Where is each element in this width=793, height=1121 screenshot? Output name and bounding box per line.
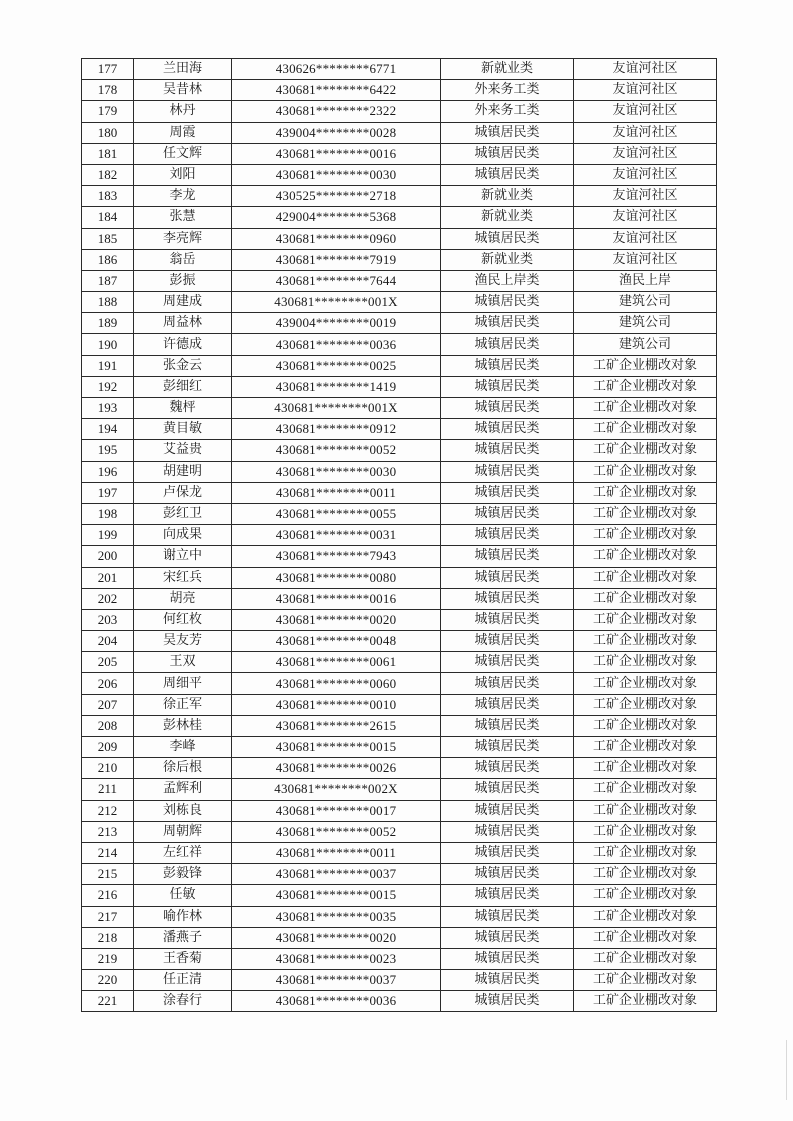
row-number-cell: 189 — [82, 313, 134, 334]
category-cell: 城镇居民类 — [441, 419, 574, 440]
unit-cell: 工矿企业棚改对象 — [574, 461, 717, 482]
unit-cell: 友谊河社区 — [574, 80, 717, 101]
table-row — [82, 631, 717, 652]
table-row — [82, 482, 717, 503]
id-number-cell: 429004********5368 — [232, 207, 441, 228]
unit-cell: 友谊河社区 — [574, 228, 717, 249]
id-number-cell: 430681********0025 — [232, 355, 441, 376]
table-row — [82, 970, 717, 991]
row-number-cell: 219 — [82, 948, 134, 969]
table-row — [82, 376, 717, 397]
table-row — [82, 270, 717, 291]
id-number-cell: 430626********6771 — [232, 59, 441, 80]
row-number-cell: 195 — [82, 440, 134, 461]
row-number-cell: 200 — [82, 546, 134, 567]
row-number-cell: 184 — [82, 207, 134, 228]
row-number-cell: 204 — [82, 631, 134, 652]
person-name-cell: 周朝辉 — [134, 821, 232, 842]
unit-cell: 工矿企业棚改对象 — [574, 970, 717, 991]
table-row — [82, 207, 717, 228]
person-name-cell: 王香菊 — [134, 948, 232, 969]
category-cell: 城镇居民类 — [441, 292, 574, 313]
row-number-cell: 191 — [82, 355, 134, 376]
row-number-cell: 188 — [82, 292, 134, 313]
person-name-cell: 吴昔林 — [134, 80, 232, 101]
category-cell: 渔民上岸类 — [441, 270, 574, 291]
person-name-cell: 何红枚 — [134, 609, 232, 630]
category-cell: 新就业类 — [441, 186, 574, 207]
unit-cell: 工矿企业棚改对象 — [574, 482, 717, 503]
row-number-cell: 221 — [82, 991, 134, 1012]
person-name-cell: 彭毅锋 — [134, 864, 232, 885]
row-number-cell: 197 — [82, 482, 134, 503]
unit-cell: 友谊河社区 — [574, 207, 717, 228]
id-number-cell: 439004********0028 — [232, 122, 441, 143]
row-number-cell: 187 — [82, 270, 134, 291]
row-number-cell: 194 — [82, 419, 134, 440]
category-cell: 城镇居民类 — [441, 631, 574, 652]
table-row — [82, 842, 717, 863]
table-row — [82, 694, 717, 715]
roster-table — [81, 58, 717, 1012]
person-name-cell: 任敏 — [134, 885, 232, 906]
unit-cell: 工矿企业棚改对象 — [574, 398, 717, 419]
unit-cell: 工矿企业棚改对象 — [574, 631, 717, 652]
table-row — [82, 567, 717, 588]
table-row — [82, 164, 717, 185]
table-row — [82, 609, 717, 630]
row-number-cell: 202 — [82, 588, 134, 609]
id-number-cell: 430681********7644 — [232, 270, 441, 291]
person-name-cell: 涂春行 — [134, 991, 232, 1012]
category-cell: 城镇居民类 — [441, 991, 574, 1012]
id-number-cell: 430681********0052 — [232, 440, 441, 461]
row-number-cell: 216 — [82, 885, 134, 906]
category-cell: 城镇居民类 — [441, 948, 574, 969]
unit-cell: 工矿企业棚改对象 — [574, 376, 717, 397]
person-name-cell: 胡亮 — [134, 588, 232, 609]
table-row — [82, 313, 717, 334]
unit-cell: 工矿企业棚改对象 — [574, 355, 717, 376]
table-row — [82, 186, 717, 207]
unit-cell: 工矿企业棚改对象 — [574, 419, 717, 440]
person-name-cell: 许德成 — [134, 334, 232, 355]
person-name-cell: 彭红卫 — [134, 503, 232, 524]
category-cell: 城镇居民类 — [441, 673, 574, 694]
row-number-cell: 212 — [82, 800, 134, 821]
row-number-cell: 208 — [82, 715, 134, 736]
category-cell: 新就业类 — [441, 249, 574, 270]
table-row — [82, 927, 717, 948]
row-number-cell: 201 — [82, 567, 134, 588]
unit-cell: 友谊河社区 — [574, 59, 717, 80]
id-number-cell: 430681********0080 — [232, 567, 441, 588]
category-cell: 城镇居民类 — [441, 228, 574, 249]
row-number-cell: 190 — [82, 334, 134, 355]
id-number-cell: 430681********0017 — [232, 800, 441, 821]
category-cell: 城镇居民类 — [441, 609, 574, 630]
id-number-cell: 430681********6422 — [232, 80, 441, 101]
table-row — [82, 59, 717, 80]
row-number-cell: 214 — [82, 842, 134, 863]
id-number-cell: 430681********0011 — [232, 482, 441, 503]
table-row — [82, 864, 717, 885]
row-number-cell: 198 — [82, 503, 134, 524]
row-number-cell: 186 — [82, 249, 134, 270]
id-number-cell: 430681********0960 — [232, 228, 441, 249]
id-number-cell: 430681********0035 — [232, 906, 441, 927]
unit-cell: 友谊河社区 — [574, 249, 717, 270]
row-number-cell: 206 — [82, 673, 134, 694]
unit-cell: 工矿企业棚改对象 — [574, 567, 717, 588]
person-name-cell: 李龙 — [134, 186, 232, 207]
category-cell: 城镇居民类 — [441, 800, 574, 821]
table-row — [82, 503, 717, 524]
table-row — [82, 948, 717, 969]
unit-cell: 友谊河社区 — [574, 164, 717, 185]
category-cell: 城镇居民类 — [441, 779, 574, 800]
unit-cell: 友谊河社区 — [574, 186, 717, 207]
id-number-cell: 430681********0010 — [232, 694, 441, 715]
category-cell: 城镇居民类 — [441, 906, 574, 927]
unit-cell: 工矿企业棚改对象 — [574, 694, 717, 715]
id-number-cell: 430681********0015 — [232, 737, 441, 758]
row-number-cell: 209 — [82, 737, 134, 758]
unit-cell: 友谊河社区 — [574, 122, 717, 143]
person-name-cell: 艾益贵 — [134, 440, 232, 461]
person-name-cell: 谢立中 — [134, 546, 232, 567]
table-row — [82, 758, 717, 779]
row-number-cell: 213 — [82, 821, 134, 842]
unit-cell: 渔民上岸 — [574, 270, 717, 291]
id-number-cell: 430681********0060 — [232, 673, 441, 694]
category-cell: 城镇居民类 — [441, 376, 574, 397]
row-number-cell: 211 — [82, 779, 134, 800]
person-name-cell: 潘燕子 — [134, 927, 232, 948]
row-number-cell: 183 — [82, 186, 134, 207]
person-name-cell: 胡建明 — [134, 461, 232, 482]
row-number-cell: 220 — [82, 970, 134, 991]
table-row — [82, 885, 717, 906]
unit-cell: 工矿企业棚改对象 — [574, 737, 717, 758]
unit-cell: 建筑公司 — [574, 334, 717, 355]
id-number-cell: 430681********0020 — [232, 927, 441, 948]
unit-cell: 工矿企业棚改对象 — [574, 503, 717, 524]
unit-cell: 工矿企业棚改对象 — [574, 800, 717, 821]
id-number-cell: 430681********0048 — [232, 631, 441, 652]
person-name-cell: 刘阳 — [134, 164, 232, 185]
unit-cell: 工矿企业棚改对象 — [574, 821, 717, 842]
id-number-cell: 430681********0052 — [232, 821, 441, 842]
id-number-cell: 430681********0030 — [232, 164, 441, 185]
person-name-cell: 彭细红 — [134, 376, 232, 397]
unit-cell: 工矿企业棚改对象 — [574, 758, 717, 779]
table-row — [82, 292, 717, 313]
table-row — [82, 821, 717, 842]
unit-cell: 建筑公司 — [574, 292, 717, 313]
category-cell: 城镇居民类 — [441, 461, 574, 482]
person-name-cell: 周益林 — [134, 313, 232, 334]
row-number-cell: 196 — [82, 461, 134, 482]
unit-cell: 工矿企业棚改对象 — [574, 440, 717, 461]
table-row — [82, 652, 717, 673]
category-cell: 城镇居民类 — [441, 694, 574, 715]
id-number-cell: 430681********0011 — [232, 842, 441, 863]
person-name-cell: 张金云 — [134, 355, 232, 376]
roster-table-body — [82, 59, 717, 1012]
row-number-cell: 218 — [82, 927, 134, 948]
row-number-cell: 181 — [82, 143, 134, 164]
unit-cell: 工矿企业棚改对象 — [574, 715, 717, 736]
table-row — [82, 419, 717, 440]
id-number-cell: 430681********0031 — [232, 525, 441, 546]
table-row — [82, 249, 717, 270]
unit-cell: 工矿企业棚改对象 — [574, 906, 717, 927]
person-name-cell: 黄目敏 — [134, 419, 232, 440]
table-row — [82, 779, 717, 800]
person-name-cell: 孟辉利 — [134, 779, 232, 800]
unit-cell: 工矿企业棚改对象 — [574, 673, 717, 694]
id-number-cell: 430681********0026 — [232, 758, 441, 779]
person-name-cell: 喻作林 — [134, 906, 232, 927]
id-number-cell: 430681********001X — [232, 292, 441, 313]
table-row — [82, 588, 717, 609]
table-row — [82, 440, 717, 461]
row-number-cell: 182 — [82, 164, 134, 185]
row-number-cell: 217 — [82, 906, 134, 927]
table-row — [82, 101, 717, 122]
row-number-cell: 178 — [82, 80, 134, 101]
table-row — [82, 737, 717, 758]
id-number-cell: 430681********001X — [232, 398, 441, 419]
row-number-cell: 192 — [82, 376, 134, 397]
table-row — [82, 80, 717, 101]
person-name-cell: 翁岳 — [134, 249, 232, 270]
id-number-cell: 430525********2718 — [232, 186, 441, 207]
unit-cell: 工矿企业棚改对象 — [574, 842, 717, 863]
category-cell: 城镇居民类 — [441, 525, 574, 546]
id-number-cell: 430681********0016 — [232, 143, 441, 164]
unit-cell: 工矿企业棚改对象 — [574, 588, 717, 609]
id-number-cell: 430681********0023 — [232, 948, 441, 969]
row-number-cell: 205 — [82, 652, 134, 673]
person-name-cell: 李峰 — [134, 737, 232, 758]
person-name-cell: 吴友芳 — [134, 631, 232, 652]
category-cell: 城镇居民类 — [441, 440, 574, 461]
category-cell: 城镇居民类 — [441, 715, 574, 736]
table-row — [82, 143, 717, 164]
person-name-cell: 林丹 — [134, 101, 232, 122]
category-cell: 城镇居民类 — [441, 970, 574, 991]
table-row — [82, 525, 717, 546]
table-row — [82, 673, 717, 694]
table-row — [82, 715, 717, 736]
id-number-cell: 430681********1419 — [232, 376, 441, 397]
category-cell: 城镇居民类 — [441, 503, 574, 524]
category-cell: 城镇居民类 — [441, 821, 574, 842]
category-cell: 城镇居民类 — [441, 927, 574, 948]
id-number-cell: 430681********0016 — [232, 588, 441, 609]
category-cell: 城镇居民类 — [441, 588, 574, 609]
id-number-cell: 430681********0037 — [232, 864, 441, 885]
person-name-cell: 周霞 — [134, 122, 232, 143]
row-number-cell: 207 — [82, 694, 134, 715]
id-number-cell: 430681********0061 — [232, 652, 441, 673]
unit-cell: 工矿企业棚改对象 — [574, 991, 717, 1012]
category-cell: 城镇居民类 — [441, 842, 574, 863]
person-name-cell: 李亮辉 — [134, 228, 232, 249]
category-cell: 城镇居民类 — [441, 313, 574, 334]
id-number-cell: 430681********7919 — [232, 249, 441, 270]
row-number-cell: 199 — [82, 525, 134, 546]
category-cell: 城镇居民类 — [441, 355, 574, 376]
person-name-cell: 彭林桂 — [134, 715, 232, 736]
id-number-cell: 430681********002X — [232, 779, 441, 800]
table-row — [82, 334, 717, 355]
unit-cell: 工矿企业棚改对象 — [574, 609, 717, 630]
id-number-cell: 430681********0037 — [232, 970, 441, 991]
person-name-cell: 任正清 — [134, 970, 232, 991]
category-cell: 城镇居民类 — [441, 334, 574, 355]
row-number-cell: 215 — [82, 864, 134, 885]
person-name-cell: 任文辉 — [134, 143, 232, 164]
category-cell: 城镇居民类 — [441, 546, 574, 567]
category-cell: 新就业类 — [441, 59, 574, 80]
unit-cell: 工矿企业棚改对象 — [574, 779, 717, 800]
unit-cell: 工矿企业棚改对象 — [574, 927, 717, 948]
unit-cell: 工矿企业棚改对象 — [574, 948, 717, 969]
person-name-cell: 周细平 — [134, 673, 232, 694]
row-number-cell: 179 — [82, 101, 134, 122]
category-cell: 城镇居民类 — [441, 885, 574, 906]
category-cell: 城镇居民类 — [441, 567, 574, 588]
id-number-cell: 430681********0036 — [232, 991, 441, 1012]
unit-cell: 工矿企业棚改对象 — [574, 864, 717, 885]
person-name-cell: 徐后根 — [134, 758, 232, 779]
id-number-cell: 430681********2615 — [232, 715, 441, 736]
id-number-cell: 430681********0015 — [232, 885, 441, 906]
unit-cell: 建筑公司 — [574, 313, 717, 334]
id-number-cell: 430681********0020 — [232, 609, 441, 630]
scan-edge-mark — [786, 1040, 787, 1100]
category-cell: 外来务工类 — [441, 80, 574, 101]
unit-cell: 工矿企业棚改对象 — [574, 652, 717, 673]
id-number-cell: 430681********0912 — [232, 419, 441, 440]
category-cell: 城镇居民类 — [441, 737, 574, 758]
table-row — [82, 906, 717, 927]
category-cell: 城镇居民类 — [441, 652, 574, 673]
category-cell: 城镇居民类 — [441, 398, 574, 419]
category-cell: 城镇居民类 — [441, 122, 574, 143]
category-cell: 城镇居民类 — [441, 164, 574, 185]
table-row — [82, 546, 717, 567]
table-row — [82, 800, 717, 821]
id-number-cell: 430681********0030 — [232, 461, 441, 482]
row-number-cell: 185 — [82, 228, 134, 249]
category-cell: 城镇居民类 — [441, 864, 574, 885]
table-row — [82, 398, 717, 419]
category-cell: 城镇居民类 — [441, 758, 574, 779]
person-name-cell: 卢保龙 — [134, 482, 232, 503]
id-number-cell: 430681********7943 — [232, 546, 441, 567]
category-cell: 城镇居民类 — [441, 143, 574, 164]
id-number-cell: 430681********0036 — [232, 334, 441, 355]
person-name-cell: 周建成 — [134, 292, 232, 313]
person-name-cell: 徐正军 — [134, 694, 232, 715]
unit-cell: 工矿企业棚改对象 — [574, 546, 717, 567]
unit-cell: 友谊河社区 — [574, 101, 717, 122]
table-row — [82, 461, 717, 482]
category-cell: 新就业类 — [441, 207, 574, 228]
table-row — [82, 228, 717, 249]
row-number-cell: 180 — [82, 122, 134, 143]
row-number-cell: 193 — [82, 398, 134, 419]
table-row — [82, 355, 717, 376]
person-name-cell: 左红祥 — [134, 842, 232, 863]
person-name-cell: 王双 — [134, 652, 232, 673]
person-name-cell: 彭振 — [134, 270, 232, 291]
row-number-cell: 210 — [82, 758, 134, 779]
category-cell: 外来务工类 — [441, 101, 574, 122]
person-name-cell: 魏枰 — [134, 398, 232, 419]
person-name-cell: 刘栋良 — [134, 800, 232, 821]
unit-cell: 工矿企业棚改对象 — [574, 525, 717, 546]
table-row — [82, 122, 717, 143]
row-number-cell: 177 — [82, 59, 134, 80]
person-name-cell: 宋红兵 — [134, 567, 232, 588]
table-row — [82, 991, 717, 1012]
id-number-cell: 430681********0055 — [232, 503, 441, 524]
person-name-cell: 兰田海 — [134, 59, 232, 80]
unit-cell: 友谊河社区 — [574, 143, 717, 164]
unit-cell: 工矿企业棚改对象 — [574, 885, 717, 906]
row-number-cell: 203 — [82, 609, 134, 630]
id-number-cell: 430681********2322 — [232, 101, 441, 122]
category-cell: 城镇居民类 — [441, 482, 574, 503]
person-name-cell: 向成果 — [134, 525, 232, 546]
id-number-cell: 439004********0019 — [232, 313, 441, 334]
person-name-cell: 张慧 — [134, 207, 232, 228]
